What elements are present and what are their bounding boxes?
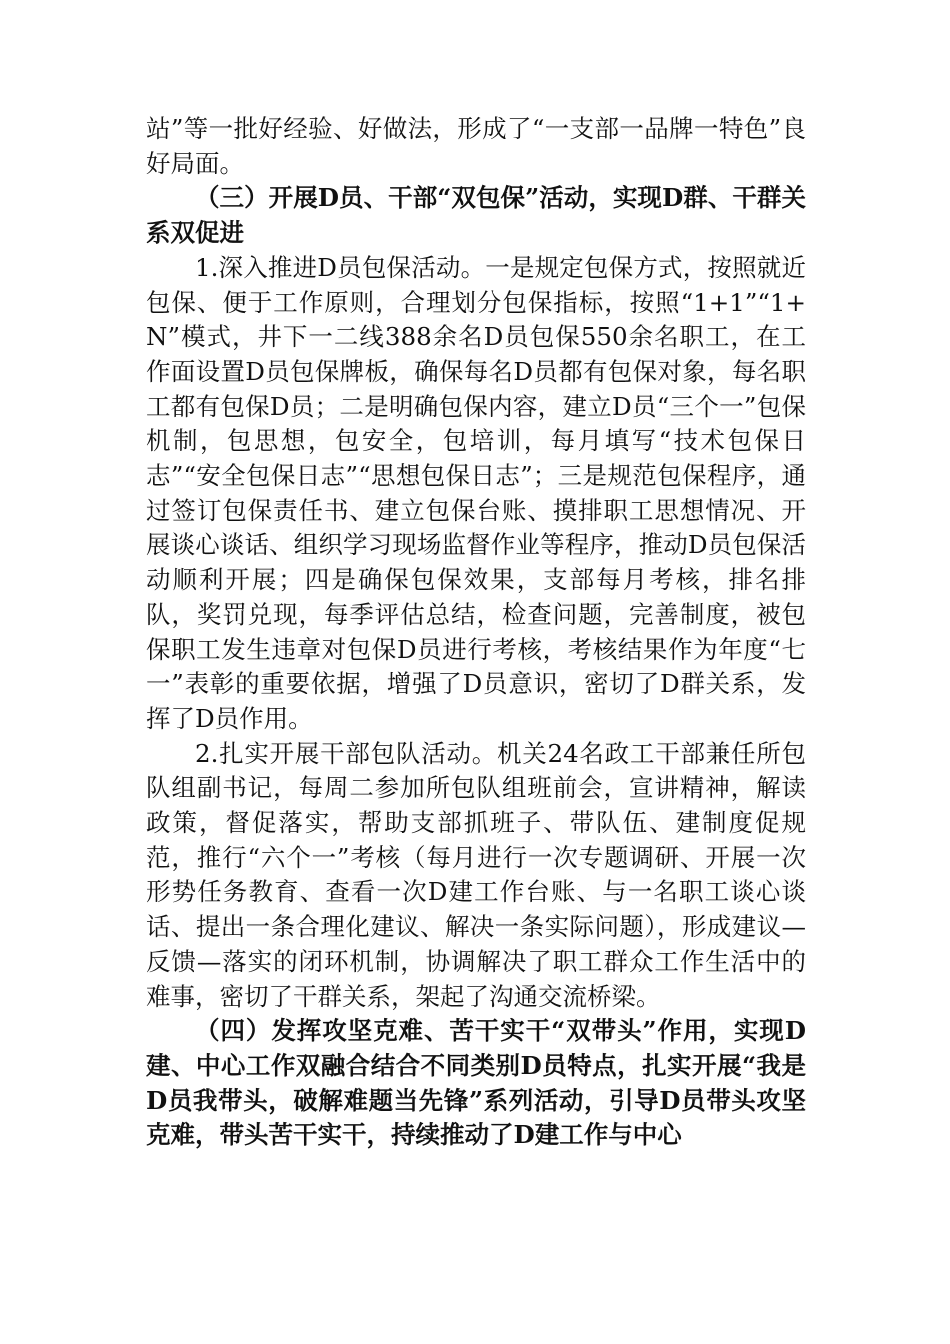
document-body xyxy=(146,112,806,1153)
section-heading-four: （四）发挥攻坚克难、苦干实干“双带头”作用，实现D建、中心工作双融合结合不同类别D员特点，扎实开展“我是D员我带头，破解难题当先锋”系列活动，引导D员带头攻坚克难，带头苦干实干，持续推动了D建工作与中心 xyxy=(146,1016,806,1150)
paragraph-cadre-team-guarantee: 2.扎实开展干部包队活动。机关24名政工干部兼任所包队组副书记，每周二参加所包队组班前会，宣讲精神，解读政策，督促落实，帮助支部抓班子、带队伍、建制度促规范，推行“六个一”考核（每月进行一次专题调研、开展一次形势任务教育、查看一次D建工作台账、与一名职工谈心谈话、提出一条合理化建议、解决一条实际问题），形成建议—反馈—落实的闭环机制，协调解决了职工群众工作生活中的难事，密切了干群关系，架起了沟通交流桥梁。 xyxy=(146,738,806,1011)
paragraph-party-member-guarantee: 1.深入推进D员包保活动。一是规定包保方式，按照就近包保、便于工作原则，合理划分包保指标，按照“1+1”“1+N”模式，井下一二线388余名D员包保550余名职工，在工作面设置D员包保牌板，确保每名D员都有包保对象，每名职工都有包保D员；二是明确包保内容，建立D员“三个一”包保机制，包思想，包安全，包培训，每月填写“技术包保日志”“安全包保日志”“思想包保日志”；三是规范包保程序，通过签订包保责任书、建立包保台账、摸排职工思想情况、开展谈心谈话、组织学习现场监督作业等程序，推动D员包保活动顺利开展；四是确保包保效果，支部每月考核，排名排队，奖罚兑现，每季评估总结，检查问题，完善制度，被包保职工发生违章对包保D员进行考核，考核结果作为年度“七一”表彰的重要依据，增强了D员意识，密切了D群关系，发挥了D员作用。 xyxy=(146,252,806,733)
section-heading-three: （三）开展D员、干部“双包保”活动，实现D群、干群关系双促进 xyxy=(146,183,806,248)
paragraph-continuation: 站”等一批好经验、好做法，形成了“一支部一品牌一特色”良好局面。 xyxy=(146,114,806,178)
